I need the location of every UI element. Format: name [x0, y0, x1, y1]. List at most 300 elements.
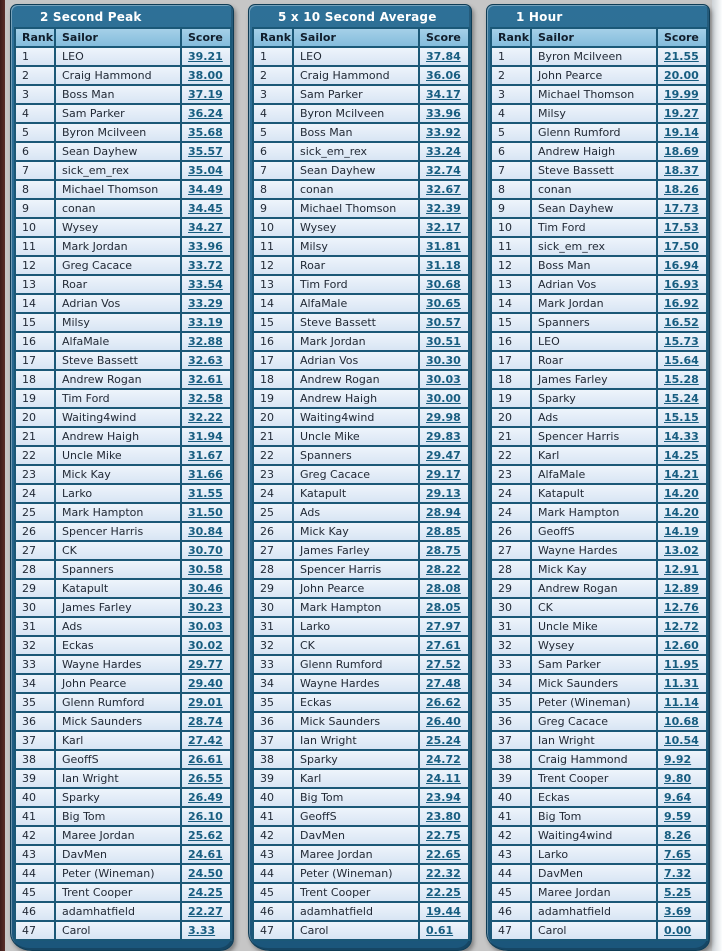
score-link[interactable]: 35.04 — [188, 164, 223, 177]
rank-cell: 3 — [491, 85, 531, 104]
score-link[interactable]: 10.54 — [664, 734, 699, 747]
score-cell — [419, 788, 469, 807]
score-link[interactable]: 21.55 — [664, 50, 699, 63]
score-link[interactable]: 28.85 — [426, 525, 461, 538]
score-link[interactable]: 29.13 — [426, 487, 461, 500]
score-link[interactable]: 37.19 — [188, 88, 223, 101]
rank-cell: 5 — [15, 123, 55, 142]
score-link[interactable]: 28.22 — [426, 563, 461, 576]
sailor-cell: Waiting4wind — [293, 408, 419, 427]
score-link[interactable]: 15.24 — [664, 392, 699, 405]
score-link[interactable]: 24.72 — [426, 753, 461, 766]
score-cell — [657, 617, 707, 636]
rank-cell: 32 — [491, 636, 531, 655]
sailor-cell: Adrian Vos — [531, 275, 657, 294]
sailor-cell: sick_em_rex — [531, 237, 657, 256]
table-row — [491, 674, 707, 693]
score-link[interactable]: 0.61 — [426, 924, 454, 937]
rank-cell: 5 — [253, 123, 293, 142]
score-cell — [657, 332, 707, 351]
score-link[interactable]: 3.69 — [664, 905, 692, 918]
table-row — [253, 408, 469, 427]
score-link[interactable]: 14.19 — [664, 525, 699, 538]
rank-cell: 27 — [253, 541, 293, 560]
score-link[interactable]: 33.29 — [188, 297, 223, 310]
rank-cell: 2 — [491, 66, 531, 85]
score-link[interactable]: 15.28 — [664, 373, 699, 386]
score-link[interactable]: 32.61 — [188, 373, 223, 386]
score-link[interactable]: 9.92 — [664, 753, 692, 766]
score-link[interactable]: 12.89 — [664, 582, 699, 595]
score-link[interactable]: 23.94 — [426, 791, 461, 804]
table-row — [15, 902, 231, 921]
score-link[interactable]: 30.30 — [426, 354, 461, 367]
score-link[interactable]: 19.99 — [664, 88, 699, 101]
rank-cell: 1 — [253, 47, 293, 66]
score-link[interactable]: 28.94 — [426, 506, 461, 519]
sailor-cell: Mark Jordan — [293, 332, 419, 351]
table-row — [253, 598, 469, 617]
rank-cell: 7 — [253, 161, 293, 180]
score-link[interactable]: 32.74 — [426, 164, 461, 177]
score-link[interactable]: 32.88 — [188, 335, 223, 348]
table-row — [15, 446, 231, 465]
score-link[interactable]: 19.14 — [664, 126, 699, 139]
sailor-cell: Tim Ford — [293, 275, 419, 294]
table-row — [253, 788, 469, 807]
score-link[interactable]: 14.20 — [664, 487, 699, 500]
score-link[interactable]: 3.33 — [188, 924, 216, 937]
score-link[interactable]: 22.32 — [426, 867, 461, 880]
score-link[interactable]: 27.48 — [426, 677, 461, 690]
rank-cell: 4 — [491, 104, 531, 123]
rank-cell: 37 — [15, 731, 55, 750]
score-link[interactable]: 14.20 — [664, 506, 699, 519]
score-cell — [181, 465, 231, 484]
score-link[interactable]: 30.51 — [426, 335, 461, 348]
score-cell — [181, 427, 231, 446]
sailor-cell: Milsy — [55, 313, 181, 332]
sailor-cell: Ads — [55, 617, 181, 636]
score-link[interactable]: 33.72 — [188, 259, 223, 272]
score-link[interactable]: 30.58 — [188, 563, 223, 576]
score-link[interactable]: 36.24 — [188, 107, 223, 120]
score-link[interactable]: 14.33 — [664, 430, 699, 443]
score-link[interactable]: 30.23 — [188, 601, 223, 614]
score-link[interactable]: 31.18 — [426, 259, 461, 272]
score-link[interactable]: 8.26 — [664, 829, 692, 842]
rank-cell: 32 — [253, 636, 293, 655]
score-link[interactable]: 29.17 — [426, 468, 461, 481]
score-cell — [181, 636, 231, 655]
table-row — [253, 617, 469, 636]
score-cell — [181, 47, 231, 66]
score-link[interactable]: 32.39 — [426, 202, 461, 215]
table-row — [253, 921, 469, 940]
score-link[interactable]: 30.57 — [426, 316, 461, 329]
sailor-cell: Sam Parker — [531, 655, 657, 674]
score-link[interactable]: 31.81 — [426, 240, 461, 253]
score-link[interactable]: 30.03 — [426, 373, 461, 386]
sailor-cell: Mick Saunders — [293, 712, 419, 731]
score-cell — [657, 66, 707, 85]
sailor-cell: Peter (Wineman) — [293, 864, 419, 883]
rank-cell: 45 — [15, 883, 55, 902]
table-row — [15, 655, 231, 674]
score-link[interactable]: 30.46 — [188, 582, 223, 595]
column-header-rank: Rank — [491, 28, 531, 47]
table-row — [491, 484, 707, 503]
sailor-cell: Boss Man — [293, 123, 419, 142]
score-link[interactable]: 29.83 — [426, 430, 461, 443]
sailor-cell: sick_em_rex — [55, 161, 181, 180]
score-cell — [181, 864, 231, 883]
sailor-cell: Maree Jordan — [531, 883, 657, 902]
score-link[interactable]: 30.84 — [188, 525, 223, 538]
score-link[interactable]: 31.66 — [188, 468, 223, 481]
score-link[interactable]: 17.50 — [664, 240, 699, 253]
score-link[interactable]: 10.68 — [664, 715, 699, 728]
sailor-cell: DavMen — [531, 864, 657, 883]
sailor-cell: Karl — [293, 769, 419, 788]
score-link[interactable]: 16.92 — [664, 297, 699, 310]
sailor-cell: Wysey — [293, 218, 419, 237]
score-link[interactable]: 27.61 — [426, 639, 461, 652]
sailor-cell: James Farley — [293, 541, 419, 560]
rank-cell: 27 — [15, 541, 55, 560]
rank-cell: 33 — [15, 655, 55, 674]
score-link[interactable]: 29.77 — [188, 658, 223, 671]
score-link[interactable]: 29.01 — [188, 696, 223, 709]
score-cell — [181, 693, 231, 712]
score-cell — [657, 465, 707, 484]
rank-cell: 44 — [491, 864, 531, 883]
score-link[interactable]: 31.67 — [188, 449, 223, 462]
rank-cell: 44 — [15, 864, 55, 883]
score-link[interactable]: 30.03 — [188, 620, 223, 633]
score-cell — [657, 351, 707, 370]
score-cell — [657, 750, 707, 769]
score-link[interactable]: 28.75 — [426, 544, 461, 557]
score-link[interactable]: 16.52 — [664, 316, 699, 329]
score-link[interactable]: 30.00 — [426, 392, 461, 405]
score-link[interactable]: 24.61 — [188, 848, 223, 861]
rank-cell: 19 — [15, 389, 55, 408]
rank-cell: 36 — [491, 712, 531, 731]
rank-cell: 38 — [491, 750, 531, 769]
score-link[interactable]: 36.06 — [426, 69, 461, 82]
sailor-cell: Trent Cooper — [531, 769, 657, 788]
score-link[interactable]: 14.21 — [664, 468, 699, 481]
score-link[interactable]: 29.47 — [426, 449, 461, 462]
score-link[interactable]: 26.49 — [188, 791, 223, 804]
score-link[interactable]: 35.57 — [188, 145, 223, 158]
score-cell — [657, 47, 707, 66]
rank-cell: 40 — [253, 788, 293, 807]
score-link[interactable]: 17.73 — [664, 202, 699, 215]
rank-cell: 37 — [491, 731, 531, 750]
score-link[interactable]: 16.93 — [664, 278, 699, 291]
score-cell — [657, 484, 707, 503]
score-link[interactable]: 15.73 — [664, 335, 699, 348]
score-link[interactable]: 12.72 — [664, 620, 699, 633]
score-link[interactable]: 11.31 — [664, 677, 699, 690]
sailor-cell: Uncle Mike — [293, 427, 419, 446]
score-cell — [657, 275, 707, 294]
score-cell — [657, 579, 707, 598]
score-link[interactable]: 18.37 — [664, 164, 699, 177]
rank-cell: 6 — [15, 142, 55, 161]
sailor-cell: Sean Dayhew — [531, 199, 657, 218]
sailor-cell: Steve Bassett — [55, 351, 181, 370]
rank-cell: 2 — [253, 66, 293, 85]
table-row — [491, 636, 707, 655]
sailor-cell: sick_em_rex — [293, 142, 419, 161]
table-row — [15, 864, 231, 883]
table-row — [491, 522, 707, 541]
score-link[interactable]: 31.94 — [188, 430, 223, 443]
rank-cell: 41 — [15, 807, 55, 826]
score-link[interactable]: 16.94 — [664, 259, 699, 272]
score-link[interactable]: 27.97 — [426, 620, 461, 633]
score-link[interactable]: 17.53 — [664, 221, 699, 234]
score-link[interactable]: 15.15 — [664, 411, 699, 424]
table-row — [253, 503, 469, 522]
table-row — [253, 864, 469, 883]
sailor-cell: Adrian Vos — [55, 294, 181, 313]
sailor-cell: Larko — [293, 617, 419, 636]
rank-cell: 30 — [253, 598, 293, 617]
score-link[interactable]: 20.00 — [664, 69, 699, 82]
score-link[interactable]: 11.14 — [664, 696, 699, 709]
score-cell — [419, 598, 469, 617]
score-link[interactable]: 25.24 — [426, 734, 461, 747]
sailor-cell: Spanners — [293, 446, 419, 465]
score-link[interactable]: 33.24 — [426, 145, 461, 158]
sailor-cell: Spencer Harris — [293, 560, 419, 579]
table-row — [491, 218, 707, 237]
score-link[interactable]: 23.80 — [426, 810, 461, 823]
sailor-cell: LEO — [293, 47, 419, 66]
table-row — [253, 845, 469, 864]
rank-cell: 18 — [491, 370, 531, 389]
score-link[interactable]: 39.21 — [188, 50, 223, 63]
score-link[interactable]: 34.27 — [188, 221, 223, 234]
rank-cell: 47 — [491, 921, 531, 940]
score-link[interactable]: 31.50 — [188, 506, 223, 519]
score-link[interactable]: 29.40 — [188, 677, 223, 690]
sailor-cell: Milsy — [293, 237, 419, 256]
sailor-cell: Andrew Rogan — [293, 370, 419, 389]
score-link[interactable]: 13.02 — [664, 544, 699, 557]
score-link[interactable]: 28.74 — [188, 715, 223, 728]
score-link[interactable]: 24.50 — [188, 867, 223, 880]
score-link[interactable]: 32.63 — [188, 354, 223, 367]
sailor-cell: Michael Thomson — [293, 199, 419, 218]
score-link[interactable]: 18.69 — [664, 145, 699, 158]
score-link[interactable]: 32.22 — [188, 411, 223, 424]
score-link[interactable]: 26.61 — [188, 753, 223, 766]
sailor-cell: Craig Hammond — [55, 66, 181, 85]
score-link[interactable]: 5.25 — [664, 886, 692, 899]
score-link[interactable]: 30.68 — [426, 278, 461, 291]
score-cell — [181, 731, 231, 750]
score-link[interactable]: 33.92 — [426, 126, 461, 139]
sailor-cell: Michael Thomson — [55, 180, 181, 199]
score-link[interactable]: 34.49 — [188, 183, 223, 196]
score-link[interactable]: 32.58 — [188, 392, 223, 405]
score-link[interactable]: 30.70 — [188, 544, 223, 557]
score-link[interactable]: 33.19 — [188, 316, 223, 329]
score-link[interactable]: 15.64 — [664, 354, 699, 367]
score-link[interactable]: 28.05 — [426, 601, 461, 614]
score-link[interactable]: 7.32 — [664, 867, 692, 880]
sailor-cell: Sparky — [293, 750, 419, 769]
sailor-cell: Ian Wright — [55, 769, 181, 788]
score-cell — [181, 142, 231, 161]
score-link[interactable]: 37.84 — [426, 50, 461, 63]
column-header-score: Score — [181, 28, 231, 47]
score-link[interactable]: 33.54 — [188, 278, 223, 291]
score-link[interactable]: 26.10 — [188, 810, 223, 823]
score-link[interactable]: 19.27 — [664, 107, 699, 120]
score-link[interactable]: 25.62 — [188, 829, 223, 842]
rank-cell: 22 — [253, 446, 293, 465]
rank-cell: 35 — [15, 693, 55, 712]
score-link[interactable]: 26.40 — [426, 715, 461, 728]
score-link[interactable]: 35.68 — [188, 126, 223, 139]
score-link[interactable]: 31.55 — [188, 487, 223, 500]
score-link[interactable]: 22.25 — [426, 886, 461, 899]
sailor-cell: Uncle Mike — [531, 617, 657, 636]
sailor-cell: Adrian Vos — [293, 351, 419, 370]
table-row — [15, 921, 231, 940]
score-cell — [657, 864, 707, 883]
rank-cell: 43 — [15, 845, 55, 864]
rank-cell: 20 — [15, 408, 55, 427]
score-cell — [419, 522, 469, 541]
table-row — [491, 788, 707, 807]
score-link[interactable]: 30.02 — [188, 639, 223, 652]
table-row — [15, 123, 231, 142]
rank-cell: 34 — [491, 674, 531, 693]
score-link[interactable]: 26.62 — [426, 696, 461, 709]
score-link[interactable]: 9.64 — [664, 791, 692, 804]
sailor-cell: Andrew Rogan — [531, 579, 657, 598]
score-link[interactable]: 11.95 — [664, 658, 699, 671]
score-link[interactable]: 9.80 — [664, 772, 692, 785]
score-link[interactable]: 19.44 — [426, 905, 461, 918]
score-link[interactable]: 34.45 — [188, 202, 223, 215]
score-link[interactable]: 30.65 — [426, 297, 461, 310]
score-link[interactable]: 12.76 — [664, 601, 699, 614]
rank-cell: 1 — [15, 47, 55, 66]
table-row — [491, 104, 707, 123]
table-row — [253, 427, 469, 446]
score-link[interactable]: 29.98 — [426, 411, 461, 424]
score-cell — [419, 560, 469, 579]
score-cell — [181, 921, 231, 940]
score-cell — [419, 541, 469, 560]
score-link[interactable]: 33.96 — [188, 240, 223, 253]
table-row — [253, 275, 469, 294]
sailor-cell: Uncle Mike — [55, 446, 181, 465]
table-row — [15, 484, 231, 503]
score-link[interactable]: 22.75 — [426, 829, 461, 842]
score-link[interactable]: 22.27 — [188, 905, 223, 918]
column-header-score: Score — [419, 28, 469, 47]
rank-cell: 14 — [491, 294, 531, 313]
rank-cell: 18 — [15, 370, 55, 389]
table-row — [253, 560, 469, 579]
table-row — [253, 47, 469, 66]
table-row — [253, 636, 469, 655]
score-cell — [419, 579, 469, 598]
score-link[interactable]: 12.91 — [664, 563, 699, 576]
rank-cell: 15 — [253, 313, 293, 332]
rank-cell: 10 — [253, 218, 293, 237]
score-link[interactable]: 33.96 — [426, 107, 461, 120]
score-link[interactable]: 24.25 — [188, 886, 223, 899]
score-link[interactable]: 12.60 — [664, 639, 699, 652]
score-cell — [419, 845, 469, 864]
score-link[interactable]: 27.52 — [426, 658, 461, 671]
score-link[interactable]: 24.11 — [426, 772, 461, 785]
score-link[interactable]: 28.08 — [426, 582, 461, 595]
score-link[interactable]: 0.00 — [664, 924, 692, 937]
table-row — [253, 807, 469, 826]
score-cell — [419, 180, 469, 199]
score-link[interactable]: 22.65 — [426, 848, 461, 861]
sailor-cell: Mark Jordan — [55, 237, 181, 256]
rank-cell: 28 — [253, 560, 293, 579]
score-link[interactable]: 27.42 — [188, 734, 223, 747]
rank-cell: 41 — [491, 807, 531, 826]
score-cell — [419, 674, 469, 693]
rank-cell: 14 — [253, 294, 293, 313]
score-cell — [657, 598, 707, 617]
sailor-cell: Eckas — [531, 788, 657, 807]
score-cell — [181, 389, 231, 408]
rank-cell: 31 — [491, 617, 531, 636]
score-link[interactable]: 9.59 — [664, 810, 692, 823]
sailor-cell: conan — [531, 180, 657, 199]
table-row — [253, 522, 469, 541]
sailor-cell: Spencer Harris — [55, 522, 181, 541]
rank-cell: 1 — [491, 47, 531, 66]
table-row — [491, 807, 707, 826]
sailor-cell: Larko — [531, 845, 657, 864]
rank-cell: 36 — [15, 712, 55, 731]
score-link[interactable]: 32.67 — [426, 183, 461, 196]
sailor-cell: Mick Saunders — [531, 674, 657, 693]
sailor-cell: Steve Bassett — [293, 313, 419, 332]
sailor-cell: Peter (Wineman) — [55, 864, 181, 883]
sailor-cell: Mick Kay — [293, 522, 419, 541]
score-link[interactable]: 34.17 — [426, 88, 461, 101]
score-link[interactable]: 7.65 — [664, 848, 692, 861]
rank-cell: 6 — [491, 142, 531, 161]
table-row — [15, 712, 231, 731]
table-row — [15, 332, 231, 351]
rank-cell: 44 — [253, 864, 293, 883]
score-link[interactable]: 32.17 — [426, 221, 461, 234]
score-link[interactable]: 26.55 — [188, 772, 223, 785]
sailor-cell: Greg Cacace — [531, 712, 657, 731]
score-link[interactable]: 38.00 — [188, 69, 223, 82]
score-link[interactable]: 14.25 — [664, 449, 699, 462]
score-link[interactable]: 18.26 — [664, 183, 699, 196]
